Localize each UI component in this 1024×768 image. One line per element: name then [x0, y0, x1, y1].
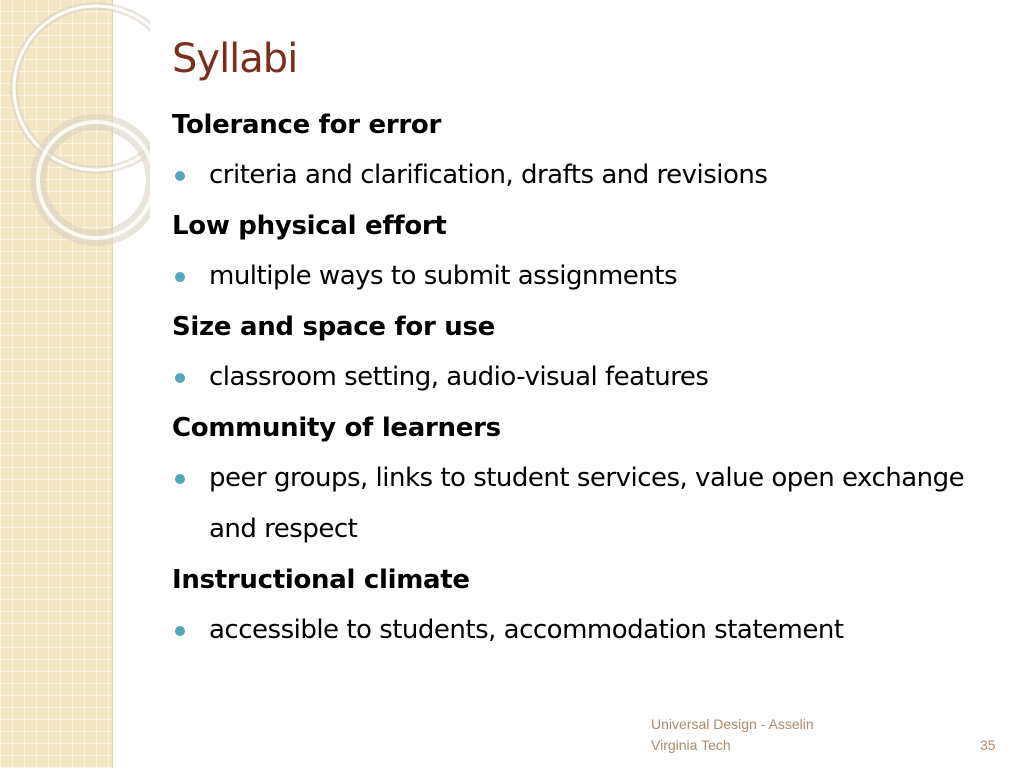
decorative-rings [0, 0, 150, 260]
footer-line-2: Virginia Tech [651, 737, 731, 753]
bullet-icon [175, 272, 185, 282]
decorative-ring-large [14, 6, 150, 170]
page-number: 35 [980, 737, 996, 753]
bullet-icon [175, 171, 185, 181]
bullet-item [172, 453, 1002, 555]
footer-text [651, 714, 814, 756]
section-heading: Tolerance for error [172, 110, 441, 140]
section-heading: Community of learners [172, 413, 501, 443]
bullet-icon [175, 373, 185, 383]
slide-content [172, 100, 1002, 656]
section-heading: Low physical effort [172, 211, 447, 241]
slide-title: Syllabi [172, 36, 298, 82]
bullet-text: peer groups, links to student services, value open exchange and respect [209, 463, 965, 544]
bullet-text: classroom setting, audio-visual features [209, 362, 709, 392]
footer-line-1: Universal Design - Asselin [651, 716, 814, 732]
bullet-item [172, 352, 1002, 403]
section-heading: Size and space for use [172, 312, 495, 342]
bullet-text: multiple ways to submit assignments [209, 261, 678, 291]
bullet-text: criteria and clarification, drafts and revisions [209, 160, 768, 190]
section-heading: Instructional climate [172, 565, 470, 595]
bullet-text: accessible to students, accommodation statement [209, 615, 844, 645]
bullet-item [172, 150, 1002, 201]
bullet-item [172, 251, 1002, 302]
bullet-icon [175, 474, 185, 484]
bullet-icon [175, 626, 185, 636]
bullet-item [172, 605, 1002, 656]
